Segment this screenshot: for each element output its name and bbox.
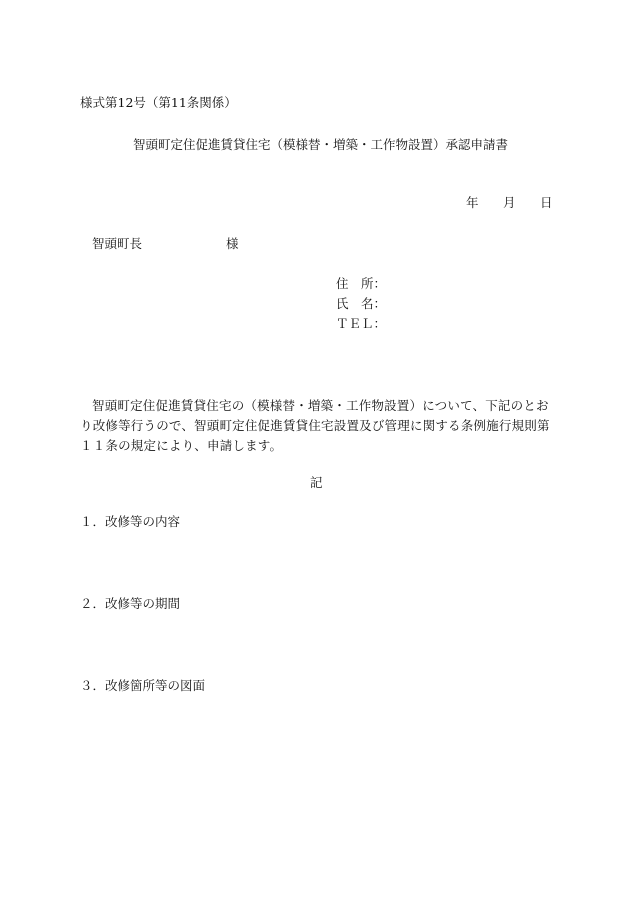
item-2: ２．改修等の期間 bbox=[80, 596, 181, 611]
addressee-honorific: 様 bbox=[226, 236, 239, 251]
date-month: 月 bbox=[503, 195, 516, 210]
address-label: 住 所： bbox=[336, 276, 387, 291]
item-1: １．改修等の内容 bbox=[80, 514, 181, 529]
tel-label: ＴＥＬ： bbox=[336, 316, 387, 331]
item-3: ３．改修箇所等の図面 bbox=[80, 678, 206, 693]
date-day: 日 bbox=[540, 195, 553, 210]
form-number: 様式第12号（第11条関係） bbox=[80, 95, 237, 110]
name-label: 氏 名： bbox=[336, 296, 387, 311]
date-year: 年 bbox=[466, 195, 479, 210]
addressee-name: 智頭町長 bbox=[92, 236, 143, 251]
ki-heading: 記 bbox=[310, 475, 323, 490]
body-paragraph: 智頭町定住促進賃貸住宅の（模様替・増築・工作物設置）について、下記のとおり改修等行うので、智頭町定住促進賃貸住宅設置及び管理に関する条例施行規則第１１条の規定により、申請します。 bbox=[80, 398, 550, 453]
document-title: 智頭町定住促進賃貸住宅（模様替・増築・工作物設置）承認申請書 bbox=[133, 137, 509, 152]
